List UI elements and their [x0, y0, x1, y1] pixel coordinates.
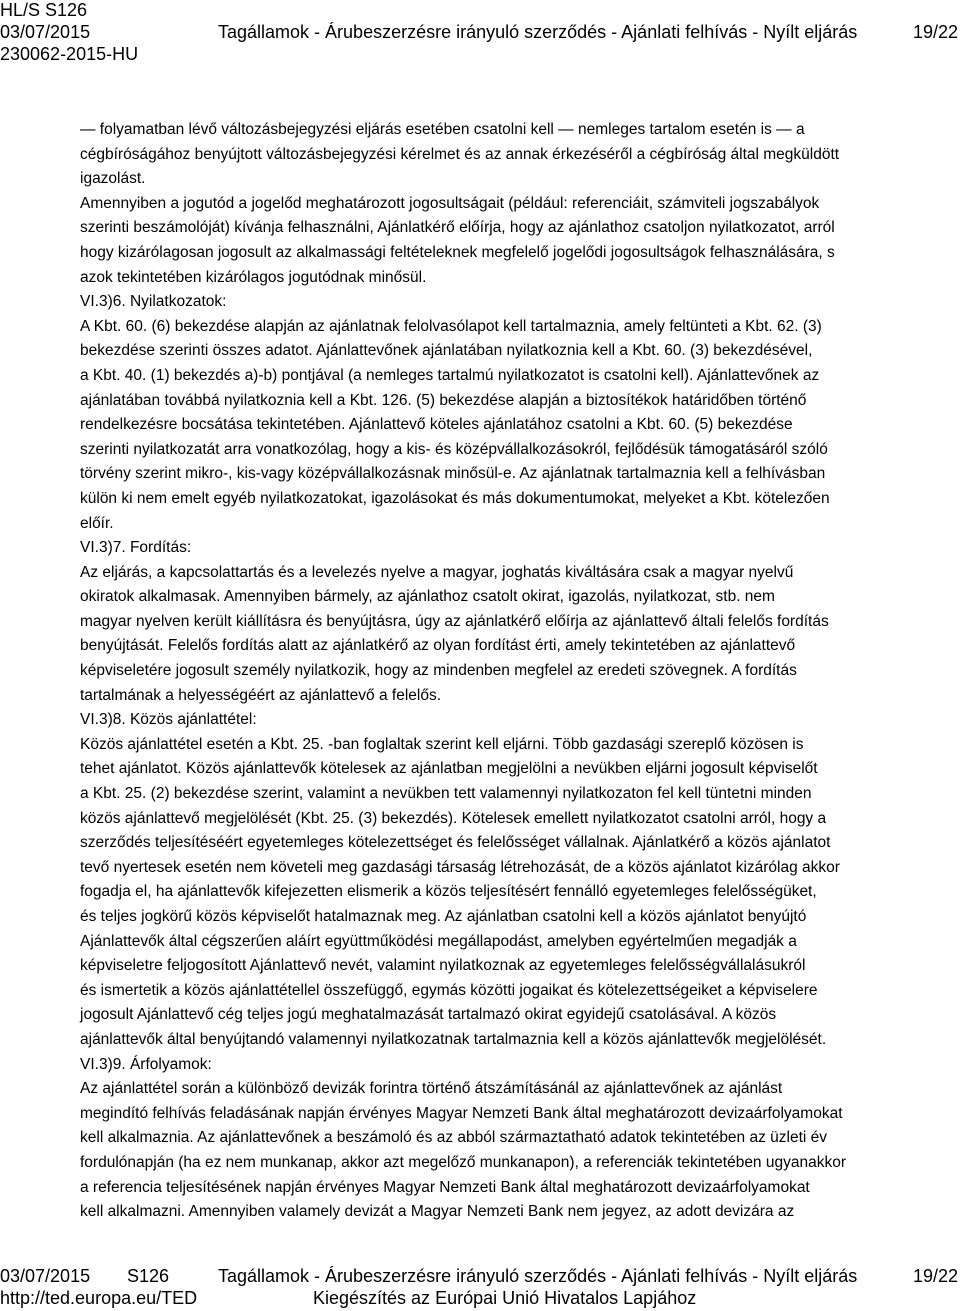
section-heading-joint-tender: VI.3)8. Közös ajánlattétel:	[80, 711, 257, 729]
section-heading-statements: VI.3)6. Nyilatkozatok:	[80, 293, 227, 311]
section-heading-exchange-rates: VI.3)9. Árfolyamok:	[80, 1055, 212, 1073]
paragraph-statements: A Kbt. 60. (6) bekezdése alapján az ajánlatnak felolvasólapot kell tartalmaznia, amely feltünteti a Kbt. 62. (3) bekezdése szerinti összes adatot. Ajánlattevőnek ajánlatában nyilatkoznia kell a Kbt. 60. (3) bekezdésével, a Kbt. 40. (1) bekezdés a)-b) pontjával (a nemleges tartalmú nyilatkozatot is csatolni kell). Ajánlattevőnek az ajánlatában továbbá nyilatkoznia kell a Kbt. 126. (5) bekezdése alapján a biztosítékok határidőben történő rendelkezésre bocsátása tekintetében. Ajánlattevő köteles ajánlatához csatolni a Kbt. 60. (5) bekezdése szerinti nyilatkozatát arra vonatkozólag, hogy a kis- és középvállalkozásokról, fejlődésük támogatásáról szóló törvény szerint mikro-, kis-vagy középvállalkozásnak minősül-e. Az ajánlatnak tartalmaznia kell a felhívásban külön ki nem emelt egyéb nyilatkozatokat, igazolásokat és más dokumentumokat, melyeket a Kbt. kötelezően előír.	[80, 317, 830, 532]
header-date: 03/07/2015	[0, 22, 91, 42]
paragraph-legal-successor: Amennyiben a jogutód a jogelőd meghatározott jogosultságait (például: referenciáit, számviteli jogszabályok szerinti beszámolóját) kívánja felhasználni, Ajánlatkérő előírja, hogy az ajánlathoz csatoljon nyilatkozatot, arról hogy kizárólagosan jogosult az alkalmassági feltételeknek megfelelő jogelődi jogosultságok felhasználására, s azok tekintetében kizárólagos jogutódnak minősül.	[80, 194, 835, 286]
document-body	[80, 118, 946, 1225]
header-title: Tagállamok - Árubeszerzésre irányuló szerződés - Ajánlati felhívás - Nyílt eljárás	[218, 22, 858, 42]
section-heading-translation: VI.3)7. Fordítás:	[80, 539, 192, 557]
footer-row-1	[0, 1266, 960, 1288]
footer-title: Tagállamok - Árubeszerzésre irányuló szerződés - Ajánlati felhívás - Nyílt eljárás	[218, 1266, 858, 1286]
paragraph-change-registration: — folyamatban lévő változásbejegyzési eljárás esetében csatolni kell — nemleges tartalom esetén is — a cégbíróságához benyújtott változásbejegyzési kérelmet és az annak érkezéséről a cégbíróság által megküldött igazolást.	[80, 121, 840, 188]
header-series: HL/S S126	[0, 0, 88, 20]
paragraph-exchange-rates: Az ajánlattétel során a különböző devizák forintra történő átszámításánál az ajánlattevőnek az ajánlást megindító felhívás feladásának napján érvényes Magyar Nemzeti Bank által meghatározott devizaárfolyamokat kell alkalmaznia. Az ajánlattevőnek a beszámoló és az abból származtatható adatok tekintetében az üzleti év fordulónapján (ha ez nem munkanap, akkor azt megelőző munkanapon), a referenciák tekintetében ugyanakkor a referencia teljesítésének napján érvényes Magyar Nemzeti Bank által meghatározott devizaárfolyamokat kell alkalmazni. Amennyiben valamely devizát a Magyar Nemzeti Bank nem jegyez, az adott devizára az	[80, 1080, 846, 1221]
footer-page-number: 19/22	[912, 1266, 958, 1286]
footer-url-link[interactable]: http://ted.europa.eu/TED	[0, 1288, 198, 1308]
header-row-3	[0, 44, 960, 66]
page-footer	[0, 1266, 960, 1310]
footer-series: S126	[127, 1266, 170, 1286]
footer-row-2	[0, 1288, 960, 1310]
page-header	[0, 0, 960, 66]
header-row-2	[0, 22, 960, 44]
paragraph-translation: Az eljárás, a kapcsolattartás és a levelezés nyelve a magyar, joghatás kiváltására csak a magyar nyelvű okiratok alkalmasak. Amennyiben bármely, az ajánlathoz csatolt okirat, igazolás, nyilatkozat, stb. nem magyar nyelven került kiállításra és benyújtásra, úgy az ajánlatkérő előírja az ajánlattevő általi felelős fordítás benyújtását. Felelős fordítás alatt az ajánlatkérő az olyan fordítást érti, amely tekintetében az ajánlattevő képviseletére jogosult személy nyilatkozik, hogy az mindenben megfelel az eredeti szövegnek. A fordítás tartalmának a helyességéért az ajánlattevő a felelős.	[80, 563, 829, 704]
paragraph-joint-tender: Közös ajánlattétel esetén a Kbt. 25. -ban foglaltak szerint kell eljárni. Több gazdasági szereplő közösen is tehet ajánlatot. Közös ajánlattevők kötelesek az ajánlatban megjelölni a nevükben eljárni jogosult képviselőt a Kbt. 25. (2) bekezdése szerint, valamint a nevükben tett valamennyi nyilatkozaton fel kell tüntetni minden közös ajánlattevő megjelölését (Kbt. 25. (3) bekezdés). Kötelesek emellett nyilatkozatot csatolni arról, hogy a szerződés teljesítéséért egyetemleges kötelezettséget és felelősséget vállalnak. Ajánlatkérő a közös ajánlatot tevő nyertesek esetén nem követeli meg gazdasági társaság létrehozását, de a közös ajánlatot kizárólag akkor fogadja el, ha ajánlattevők kifejezetten elismerik a közös teljesítésért fennálló egyetemleges felelősségüket, és teljes jogkörű közös képviselőt hatalmaznak meg. Az ajánlatban csatolni kell a közös ajánlatot benyújtó Ajánlattevők által cégszerűen aláírt együttműködési megállapodást, amelyben egyértelműen megadják a képviseletre feljogosított Ajánlattevő nevét, valamint nyilatkoznak az egyetemleges felelősségvállalásukról és ismertetik a közös ajánlattétellel összefüggő, egymás közötti jogaikat és kötelezettségeiket a képviselere jogosult Ajánlattevő cég teljes jogú meghatalmazását tartalmazó okirat egyidejű csatolásával. A közös ajánlattevők által benyújtandó valamennyi nyilatkozatnak tartalmaznia kell a közös ajánlattevők megjelölését.	[80, 735, 840, 1048]
footer-date: 03/07/2015	[0, 1266, 91, 1286]
footer-publisher: Kiegészítés az Európai Unió Hivatalos Lapjához	[313, 1288, 697, 1308]
header-page-number: 19/22	[912, 22, 958, 42]
header-row-1	[0, 0, 960, 22]
header-doc-id: 230062-2015-HU	[0, 44, 139, 64]
